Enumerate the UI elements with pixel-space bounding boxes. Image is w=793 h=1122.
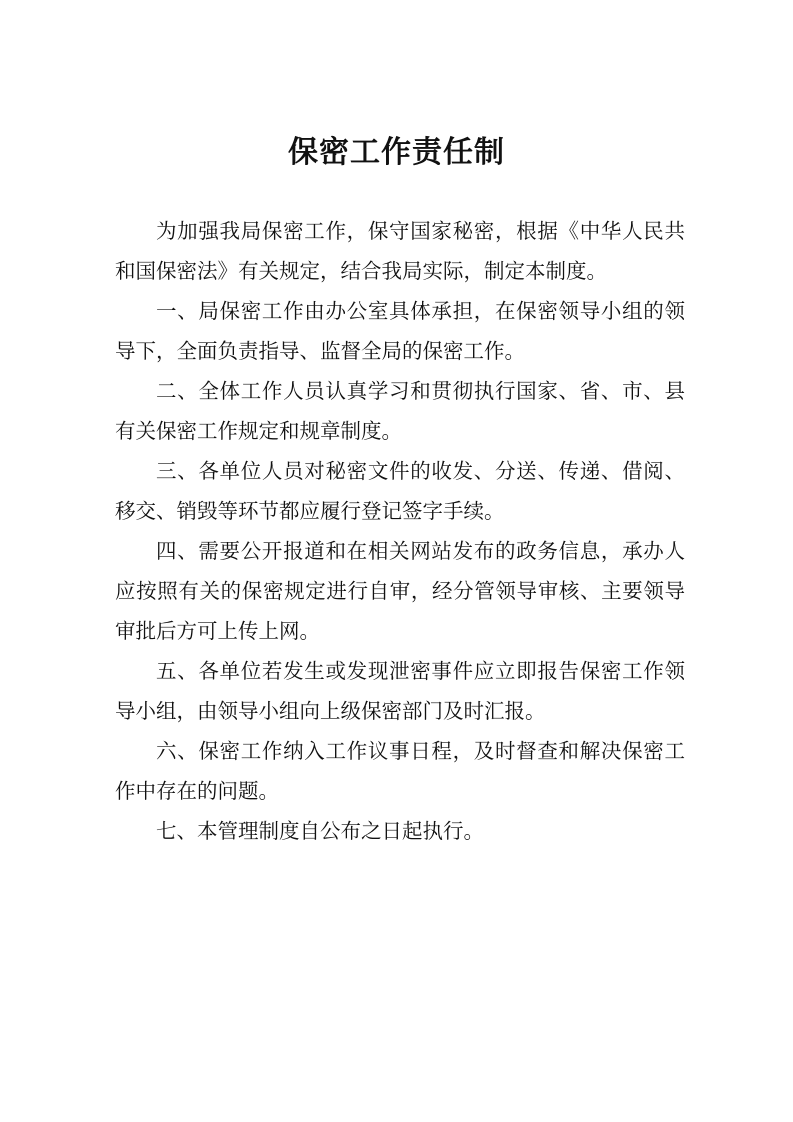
paragraph-preamble: 为加强我局保密工作，保守国家秘密，根据《中华人民共和国保密法》有关规定，结合我局实际，制定本制度。 [115,219,685,283]
document-body [115,211,685,851]
paragraph-clause-3: 三、各单位人员对秘密文件的收发、分送、传递、借阅、移交、销毁等环节都应履行登记签字手续。 [115,459,685,523]
paragraph-clause-4: 四、需要公开报道和在相关网站发布的政务信息，承办人应按照有关的保密规定进行自审，经分管领导审核、主要领导审批后方可上传上网。 [115,539,685,643]
paragraph-clause-1: 一、局保密工作由办公室具体承担，在保密领导小组的领导下，全面负责指导、监督全局的保密工作。 [115,299,685,363]
paragraph-clause-7: 七、本管理制度自公布之日起执行。 [156,819,484,843]
paragraph-clause-2: 二、全体工作人员认真学习和贯彻执行国家、省、市、县有关保密工作规定和规章制度。 [115,379,685,443]
document-title: 保密工作责任制 [288,135,505,170]
paragraph-clause-6: 六、保密工作纳入工作议事日程，及时督查和解决保密工作中存在的问题。 [115,739,685,803]
paragraph-clause-5: 五、各单位若发生或发现泄密事件应立即报告保密工作领导小组，由领导小组向上级保密部门及时汇报。 [115,659,685,723]
